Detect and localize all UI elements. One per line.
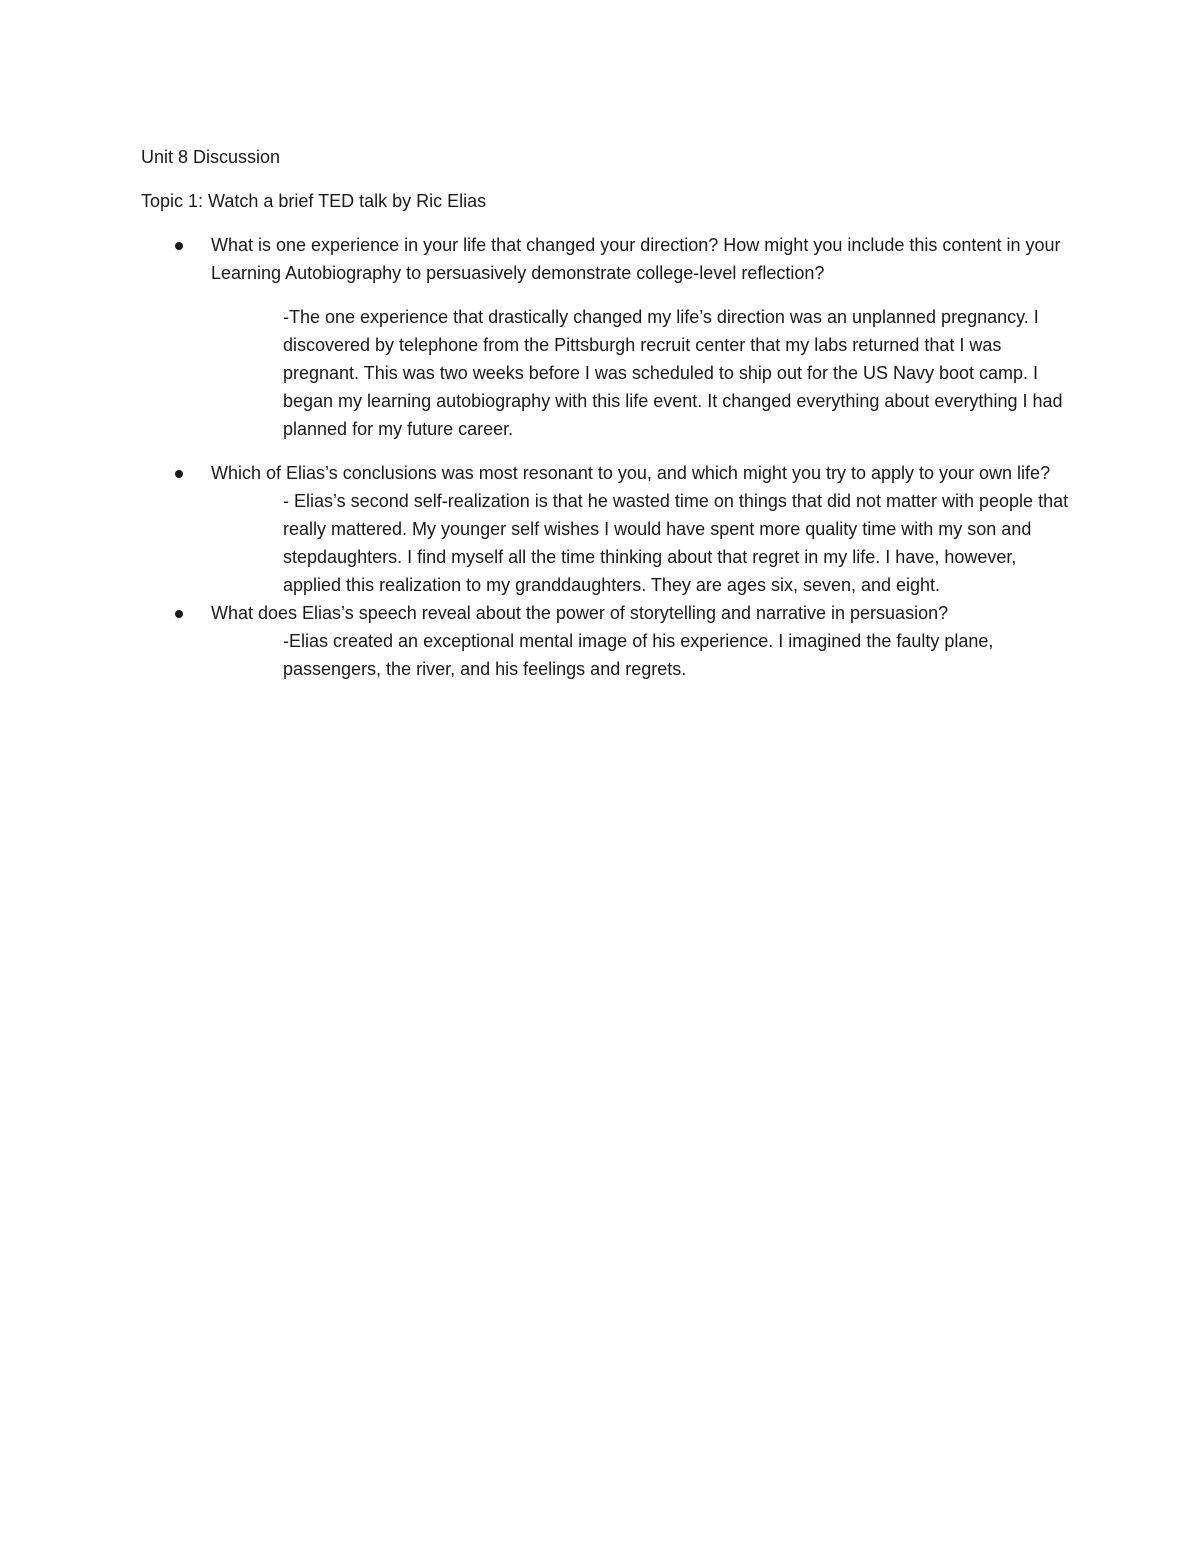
question-list	[141, 231, 1071, 683]
topic-heading: Topic 1: Watch a brief TED talk by Ric Elias	[141, 191, 487, 211]
question-text: What is one experience in your life that changed your direction? How might you include this content in your Learning Autobiography to persuasively demonstrate college-level reflection?	[211, 235, 1061, 283]
question-text: Which of Elias’s conclusions was most resonant to you, and which might you try to apply to your own life?	[211, 463, 1051, 483]
bullet-icon	[175, 470, 183, 478]
question-text: What does Elias’s speech reveal about the power of storytelling and narrative in persuasion?	[211, 603, 949, 623]
list-item	[141, 599, 1071, 683]
bullet-icon	[175, 610, 183, 618]
answer-text: -The one experience that drastically changed my life’s direction was an unplanned pregnancy. I discovered by telephone from the Pittsburgh recruit center that my labs returned that I was pregnant. This was two weeks before I was scheduled to ship out for the US Navy boot camp. I began my learning autobiography with this life event. It changed everything about everything I had planned for my future career.	[283, 307, 1063, 439]
document-title: Unit 8 Discussion	[141, 147, 281, 167]
answer-text: -Elias created an exceptional mental image of his experience. I imagined the faulty plane, passengers, the river, and his feelings and regrets.	[283, 631, 994, 679]
answer-text: - Elias’s second self-realization is that he wasted time on things that did not matter with people that really mattered. My younger self wishes I would have spent more quality time with my son and stepdaughters. I find myself all the time thinking about that regret in my life. I have, however, applied this realization to my granddaughters. They are ages six, seven, and eight.	[283, 491, 1069, 595]
list-item	[141, 459, 1071, 599]
bullet-icon	[175, 242, 183, 250]
document-body	[141, 143, 1071, 683]
list-item	[141, 231, 1071, 443]
